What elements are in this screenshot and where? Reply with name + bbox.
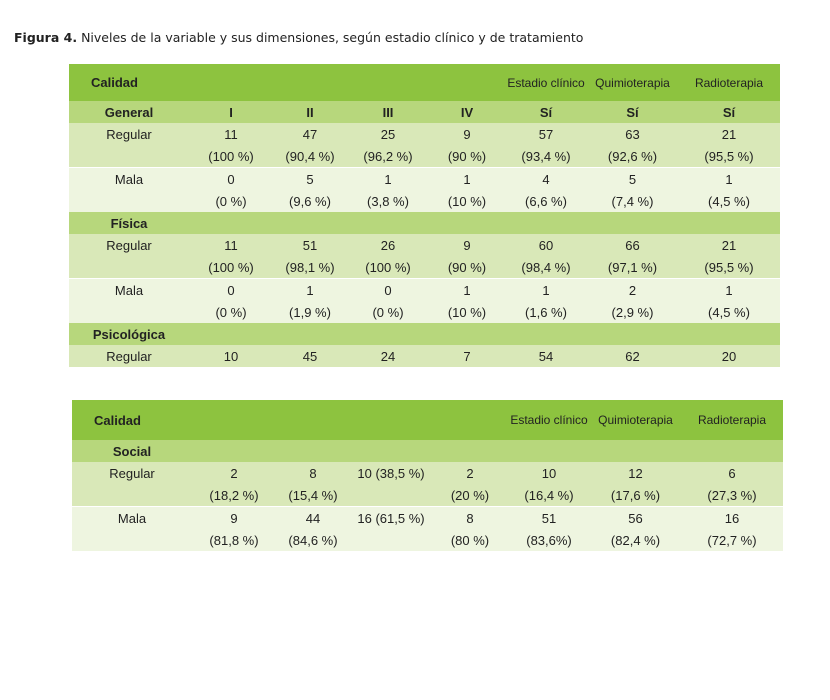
table-cell: 26 (347, 234, 429, 256)
table-cell (432, 440, 508, 462)
table-cell: (83,6%) (508, 529, 590, 551)
table-cell: 24 (347, 345, 429, 367)
header-cell: Calidad (72, 400, 192, 440)
table-cell: 60 (505, 234, 587, 256)
table-cell: (90 %) (429, 145, 505, 167)
table-cell (350, 529, 432, 551)
row-label-cell: Mala (69, 279, 189, 301)
table-cell: III (347, 101, 429, 123)
table-cell: (82,4 %) (590, 529, 681, 551)
header-cell: Calidad (69, 64, 189, 101)
table-cell: (16,4 %) (508, 484, 590, 506)
header-cell (192, 400, 276, 440)
table-cell: 7 (429, 345, 505, 367)
header-row (72, 400, 783, 440)
table-cell: 10 (38,5 %) (350, 462, 432, 484)
table-cell: 54 (505, 345, 587, 367)
table-quality-levels (69, 64, 780, 367)
table-cell: 21 (678, 234, 780, 256)
row-label-cell: Psicológica (69, 323, 189, 345)
header-cell: Quimioterapia (587, 64, 678, 101)
table-cell: (0 %) (189, 190, 273, 212)
table-cell: (7,4 %) (587, 190, 678, 212)
header-cell (350, 400, 432, 440)
table-cell: (10 %) (429, 301, 505, 323)
header-cell: Radioterapia (678, 64, 780, 101)
row-label-cell: Física (69, 212, 189, 234)
table-cell (505, 323, 587, 345)
table-cell: 1 (429, 279, 505, 301)
table-cell: (2,9 %) (587, 301, 678, 323)
table-cell: 47 (273, 123, 347, 145)
section-row (72, 440, 783, 462)
table-cell (347, 323, 429, 345)
table-cell: (4,5 %) (678, 190, 780, 212)
row-label-cell (69, 145, 189, 167)
table-cell: 10 (189, 345, 273, 367)
table-cell: (100 %) (189, 256, 273, 278)
table-cell: Sí (505, 101, 587, 123)
table-cell: 21 (678, 123, 780, 145)
figure-title: Niveles de la variable y sus dimensiones, según estadio clínico y de tratamiento (81, 30, 584, 45)
table-cell (681, 440, 783, 462)
table-cell: 6 (681, 462, 783, 484)
table-cell: (98,4 %) (505, 256, 587, 278)
table-cell (276, 440, 350, 462)
table-cell (587, 323, 678, 345)
header-cell: Estadio clínico (508, 400, 590, 440)
row-label-cell (72, 529, 192, 551)
header-cell (432, 400, 508, 440)
table-cell (273, 323, 347, 345)
table-cell: 0 (347, 279, 429, 301)
table-row (69, 234, 780, 256)
table-cell: (81,8 %) (192, 529, 276, 551)
table-cell: 45 (273, 345, 347, 367)
table-row (69, 190, 780, 212)
table-cell: (0 %) (189, 301, 273, 323)
table-row (69, 256, 780, 278)
section-row (69, 101, 780, 123)
table-cell: 25 (347, 123, 429, 145)
row-label-cell: Mala (69, 168, 189, 190)
table-cell: 1 (505, 279, 587, 301)
table-cell: 1 (273, 279, 347, 301)
table-cell: 11 (189, 123, 273, 145)
table-cell: 62 (587, 345, 678, 367)
table-cell: 1 (678, 279, 780, 301)
table-cell: 44 (276, 507, 350, 529)
table-cell: (10 %) (429, 190, 505, 212)
table-row (69, 145, 780, 167)
table-cell: Sí (587, 101, 678, 123)
table-cell (590, 440, 681, 462)
table-cell: 4 (505, 168, 587, 190)
table-cell: 2 (432, 462, 508, 484)
table-cell: I (189, 101, 273, 123)
table-cell (678, 212, 780, 234)
table-cell: (6,6 %) (505, 190, 587, 212)
table-cell: (17,6 %) (590, 484, 681, 506)
row-label-cell: Regular (69, 123, 189, 145)
table-cell: (97,1 %) (587, 256, 678, 278)
table-cell: 9 (192, 507, 276, 529)
row-label-cell (69, 301, 189, 323)
table-cell: (1,6 %) (505, 301, 587, 323)
table-cell (350, 484, 432, 506)
table-cell: (95,5 %) (678, 256, 780, 278)
table-cell: 9 (429, 234, 505, 256)
table-cell: 20 (678, 345, 780, 367)
table-cell: (27,3 %) (681, 484, 783, 506)
table-cell: 51 (508, 507, 590, 529)
table-row (72, 529, 783, 551)
header-cell (347, 64, 429, 101)
table-row (69, 345, 780, 367)
table-cell: (96,2 %) (347, 145, 429, 167)
table-cell: 51 (273, 234, 347, 256)
table-cell (273, 212, 347, 234)
table-cell: 1 (347, 168, 429, 190)
table-cell: 1 (678, 168, 780, 190)
table-cell: (18,2 %) (192, 484, 276, 506)
row-label-cell (69, 256, 189, 278)
section-row (69, 323, 780, 345)
table-cell: (100 %) (347, 256, 429, 278)
row-label-cell: General (69, 101, 189, 123)
figure-caption (14, 30, 583, 45)
section-row (69, 212, 780, 234)
table-cell: (95,5 %) (678, 145, 780, 167)
table-cell (189, 323, 273, 345)
table-row (69, 123, 780, 145)
header-cell: Estadio clínico (505, 64, 587, 101)
table-cell: 66 (587, 234, 678, 256)
table-row (72, 507, 783, 529)
table-cell: (93,4 %) (505, 145, 587, 167)
figure-label: Figura 4. (14, 30, 78, 45)
table-cell: 0 (189, 168, 273, 190)
table-cell: Sí (678, 101, 780, 123)
row-label-cell: Regular (69, 345, 189, 367)
table-cell: 16 (61,5 %) (350, 507, 432, 529)
table-cell: II (273, 101, 347, 123)
row-label-cell: Regular (69, 234, 189, 256)
table-row (72, 484, 783, 506)
table-cell: 57 (505, 123, 587, 145)
table-cell: (90 %) (429, 256, 505, 278)
table-cell: (80 %) (432, 529, 508, 551)
table-row (69, 279, 780, 301)
table-cell (192, 440, 276, 462)
header-cell (429, 64, 505, 101)
table-cell (429, 323, 505, 345)
table-cell (350, 440, 432, 462)
row-label-cell: Social (72, 440, 192, 462)
header-cell (276, 400, 350, 440)
table-cell: 2 (192, 462, 276, 484)
table-cell: 16 (681, 507, 783, 529)
table-cell: 8 (432, 507, 508, 529)
table-cell: 10 (508, 462, 590, 484)
table-cell (505, 212, 587, 234)
table-cell: (84,6 %) (276, 529, 350, 551)
table-cell: (90,4 %) (273, 145, 347, 167)
table-cell: (20 %) (432, 484, 508, 506)
table-row (69, 168, 780, 190)
table-cell: 56 (590, 507, 681, 529)
table-cell: (0 %) (347, 301, 429, 323)
table-cell: 5 (587, 168, 678, 190)
table-cell: 5 (273, 168, 347, 190)
table-cell: (1,9 %) (273, 301, 347, 323)
header-cell (273, 64, 347, 101)
table-cell: 0 (189, 279, 273, 301)
table-cell: (98,1 %) (273, 256, 347, 278)
row-label-cell: Mala (72, 507, 192, 529)
header-cell: Radioterapia (681, 400, 783, 440)
table-cell (587, 212, 678, 234)
row-label-cell (72, 484, 192, 506)
table-cell: (72,7 %) (681, 529, 783, 551)
table-social-quality (72, 400, 783, 551)
table-cell: 11 (189, 234, 273, 256)
table-cell: 2 (587, 279, 678, 301)
table-cell: (100 %) (189, 145, 273, 167)
table-row (69, 301, 780, 323)
row-label-cell: Regular (72, 462, 192, 484)
header-row (69, 64, 780, 101)
table-cell: (3,8 %) (347, 190, 429, 212)
header-cell: Quimioterapia (590, 400, 681, 440)
table-cell (508, 440, 590, 462)
table-cell: 12 (590, 462, 681, 484)
table-cell: 9 (429, 123, 505, 145)
table-cell (678, 323, 780, 345)
table-cell: IV (429, 101, 505, 123)
table-cell (347, 212, 429, 234)
table-cell: (4,5 %) (678, 301, 780, 323)
table-cell: 63 (587, 123, 678, 145)
table-cell: (15,4 %) (276, 484, 350, 506)
table-cell: (9,6 %) (273, 190, 347, 212)
table-cell: (92,6 %) (587, 145, 678, 167)
table-row (72, 462, 783, 484)
table-cell: 8 (276, 462, 350, 484)
table-cell: 1 (429, 168, 505, 190)
table-cell (429, 212, 505, 234)
header-cell (189, 64, 273, 101)
table-cell (189, 212, 273, 234)
row-label-cell (69, 190, 189, 212)
